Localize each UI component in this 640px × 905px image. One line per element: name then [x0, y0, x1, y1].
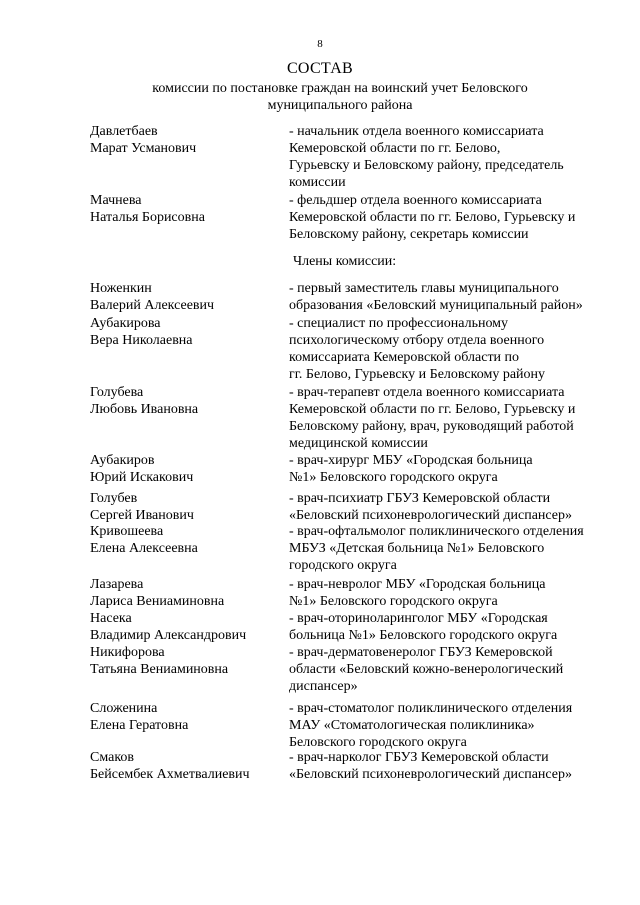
member-role: - врач-дерматовенеролог ГБУЗ Кемеровской — [289, 645, 553, 660]
member-name: Ноженкин — [90, 281, 152, 296]
member-role: области «Беловский кожно-венерологический — [289, 662, 564, 677]
member-role: комиссариата Кемеровской области по — [289, 350, 520, 365]
member-name: Марат Усманович — [90, 141, 197, 156]
member-name: Елена Алексеевна — [90, 541, 198, 556]
member-role: - первый заместитель главы муниципального — [289, 281, 559, 296]
subtitle-line: муниципального района — [267, 98, 413, 113]
member-role: №1» Беловского городского округа — [289, 594, 498, 609]
member-role: образования «Беловский муниципальный район» — [289, 298, 583, 313]
member-name: Бейсембек Ахметвалиевич — [90, 767, 250, 782]
member-role: Кемеровской области по гг. Белово, Гурьевску и — [289, 210, 576, 225]
member-name: Давлетбаев — [90, 124, 158, 139]
member-role: №1» Беловского городского округа — [289, 470, 498, 485]
member-name: Лазарева — [90, 577, 144, 592]
member-role: Кемеровской области по гг. Белово, — [289, 141, 501, 156]
member-role: комиссии — [289, 175, 346, 190]
member-role: больница №1» Беловского городского округа — [289, 628, 558, 643]
member-role: - врач-психиатр ГБУЗ Кемеровской области — [289, 491, 551, 506]
member-role: диспансер» — [289, 679, 358, 694]
member-role: - начальник отдела военного комиссариата — [289, 124, 544, 139]
member-role: Беловского городского округа — [289, 735, 467, 750]
member-name: Насека — [90, 611, 132, 626]
member-name: Кривошеева — [90, 524, 164, 539]
member-role: психологическому отбору отдела военного — [289, 333, 545, 348]
member-role: Гурьевску и Беловскому району, председатель — [289, 158, 564, 173]
member-role: - врач-оториноларинголог МБУ «Городская — [289, 611, 548, 626]
member-name: Лариса Вениаминовна — [90, 594, 225, 609]
member-role: гг. Белово, Гурьевску и Беловскому району — [289, 367, 546, 382]
member-role: городского округа — [289, 558, 397, 573]
member-role: «Беловский психоневрологический диспансер» — [289, 508, 573, 523]
member-role: медицинской комиссии — [289, 436, 428, 451]
member-role: - фельдшер отдела военного комиссариата — [289, 193, 542, 208]
page-number: 8 — [317, 38, 323, 50]
member-name: Аубакиров — [90, 453, 155, 468]
member-role: - специалист по профессиональному — [289, 316, 509, 331]
member-name: Смаков — [90, 750, 135, 765]
subtitle-line: комиссии по постановке граждан на воинский учет Беловского — [152, 81, 528, 96]
member-role: МБУЗ «Детская больница №1» Беловского — [289, 541, 545, 556]
member-role: - врач-терапевт отдела военного комиссариата — [289, 385, 565, 400]
document-subtitle — [120, 80, 560, 114]
member-name: Владимир Александрович — [90, 628, 247, 643]
member-name: Наталья Борисовна — [90, 210, 205, 225]
member-name: Любовь Ивановна — [90, 402, 199, 417]
member-role: Беловскому району, врач, руководящий работой — [289, 419, 574, 434]
document-title: СОСТАВ — [286, 60, 354, 77]
member-role: МАУ «Стоматологическая поликлиника» — [289, 718, 535, 733]
member-name: Валерий Алексеевич — [90, 298, 215, 313]
member-name: Татьяна Вениаминовна — [90, 662, 229, 677]
member-role: - врач-нарколог ГБУЗ Кемеровской области — [289, 750, 549, 765]
member-role: - врач-невролог МБУ «Городская больница — [289, 577, 546, 592]
member-name: Никифорова — [90, 645, 165, 660]
member-name: Елена Гератовна — [90, 718, 189, 733]
member-name: Вера Николаевна — [90, 333, 193, 348]
member-role: «Беловский психоневрологический диспансер» — [289, 767, 573, 782]
member-name: Голубева — [90, 385, 144, 400]
member-role: - врач-хирург МБУ «Городская больница — [289, 453, 533, 468]
member-role: Беловскому району, секретарь комиссии — [289, 227, 529, 242]
member-name: Аубакирова — [90, 316, 161, 331]
member-name: Сложенина — [90, 701, 158, 716]
members-heading: Члены комиссии: — [293, 254, 397, 269]
member-role: - врач-офтальмолог поликлинического отделения — [289, 524, 584, 539]
member-role: Кемеровской области по гг. Белово, Гурьевску и — [289, 402, 576, 417]
member-role: - врач-стоматолог поликлинического отделения — [289, 701, 573, 716]
member-name: Мачнева — [90, 193, 142, 208]
member-name: Голубев — [90, 491, 138, 506]
member-name: Сергей Иванович — [90, 508, 194, 523]
member-name: Юрий Искакович — [90, 470, 194, 485]
